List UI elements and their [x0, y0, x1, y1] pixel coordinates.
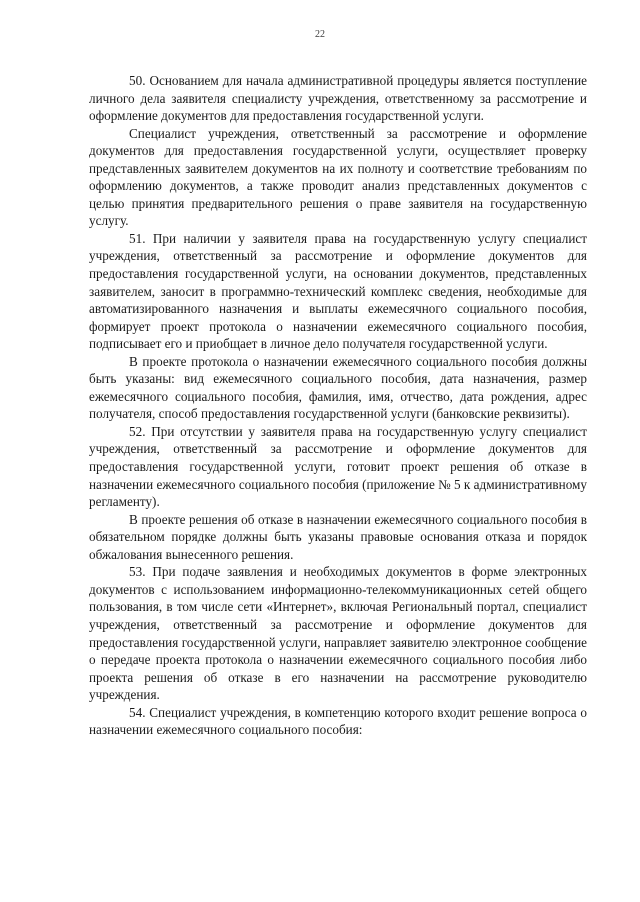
paragraph-52: 52. При отсутствии у заявителя права на государственную услугу специалист учреждения, ответственный за рассмотрение и оформление документов для предоставления государственной услуги, готовит проект решения об отказе в назначении ежемесячного социального пособия (приложение № 5 к административному регламенту).: [89, 423, 587, 510]
paragraph-51: 51. При наличии у заявителя права на государственную услугу специалист учреждения, ответственный за рассмотрение и оформление документов для предоставления государственной услуги, на основании документов, представленных заявителем, заносит в программно-технический комплекс сведения, необходимые для автоматизированного назначения и выплаты ежемесячного социального пособия, формирует проект протокола о назначении ежемесячного социального пособия, подписывает его и приобщает в личное дело получателя государственной услуги.: [89, 230, 587, 352]
paragraph-54: 54. Специалист учреждения, в компетенцию которого входит решение вопроса о назначении ежемесячного социального пособия:: [89, 704, 587, 738]
paragraph-50-specialist-check: Специалист учреждения, ответственный за рассмотрение и оформление документов для предоставления государственной услуги, осуществляет проверку представленных заявителем документов на их полноту и соответствие требованиям по оформлению документов, а также проводит анализ представленных документов с целью принятия предварительного решения о праве заявителя на государственную услугу.: [89, 125, 587, 229]
paragraph-53: 53. При подаче заявления и необходимых документов в форме электронных документов с использованием информационно-телекоммуникационных сетей общего пользования, в том числе сети «Интернет», включая Региональный портал, специалист учреждения, ответственный за рассмотрение и оформление документов для предоставления государственной услуги, направляет заявителю электронное сообщение о передаче проекта протокола о назначении ежемесячного социального пособия либо проекта решения об отказе в его назначении на рассмотрение руководителю учреждения.: [89, 564, 587, 703]
paragraph-51-protocol-contents: В проекте протокола о назначении ежемесячного социального пособия должны быть указаны: вид ежемесячного социального пособия, дата назначения, размер ежемесячного социального пособия, фамилия, имя, отчество, дата рождения, адрес получателя, способ предоставления государственной услуги (банковские реквизиты).: [89, 353, 587, 422]
document-body: [89, 72, 587, 739]
page-number: 22: [315, 29, 325, 40]
paragraph-50: 50. Основанием для начала административной процедуры является поступление личного дела заявителя специалисту учреждения, ответственному за рассмотрение и оформление документов для предоставления государственной услуги.: [89, 73, 587, 124]
paragraph-52-refusal-contents: В проекте решения об отказе в назначении ежемесячного социального пособия в обязательном порядке должны быть указаны правовые основания отказа и порядок обжалования вынесенного решения.: [89, 511, 587, 562]
